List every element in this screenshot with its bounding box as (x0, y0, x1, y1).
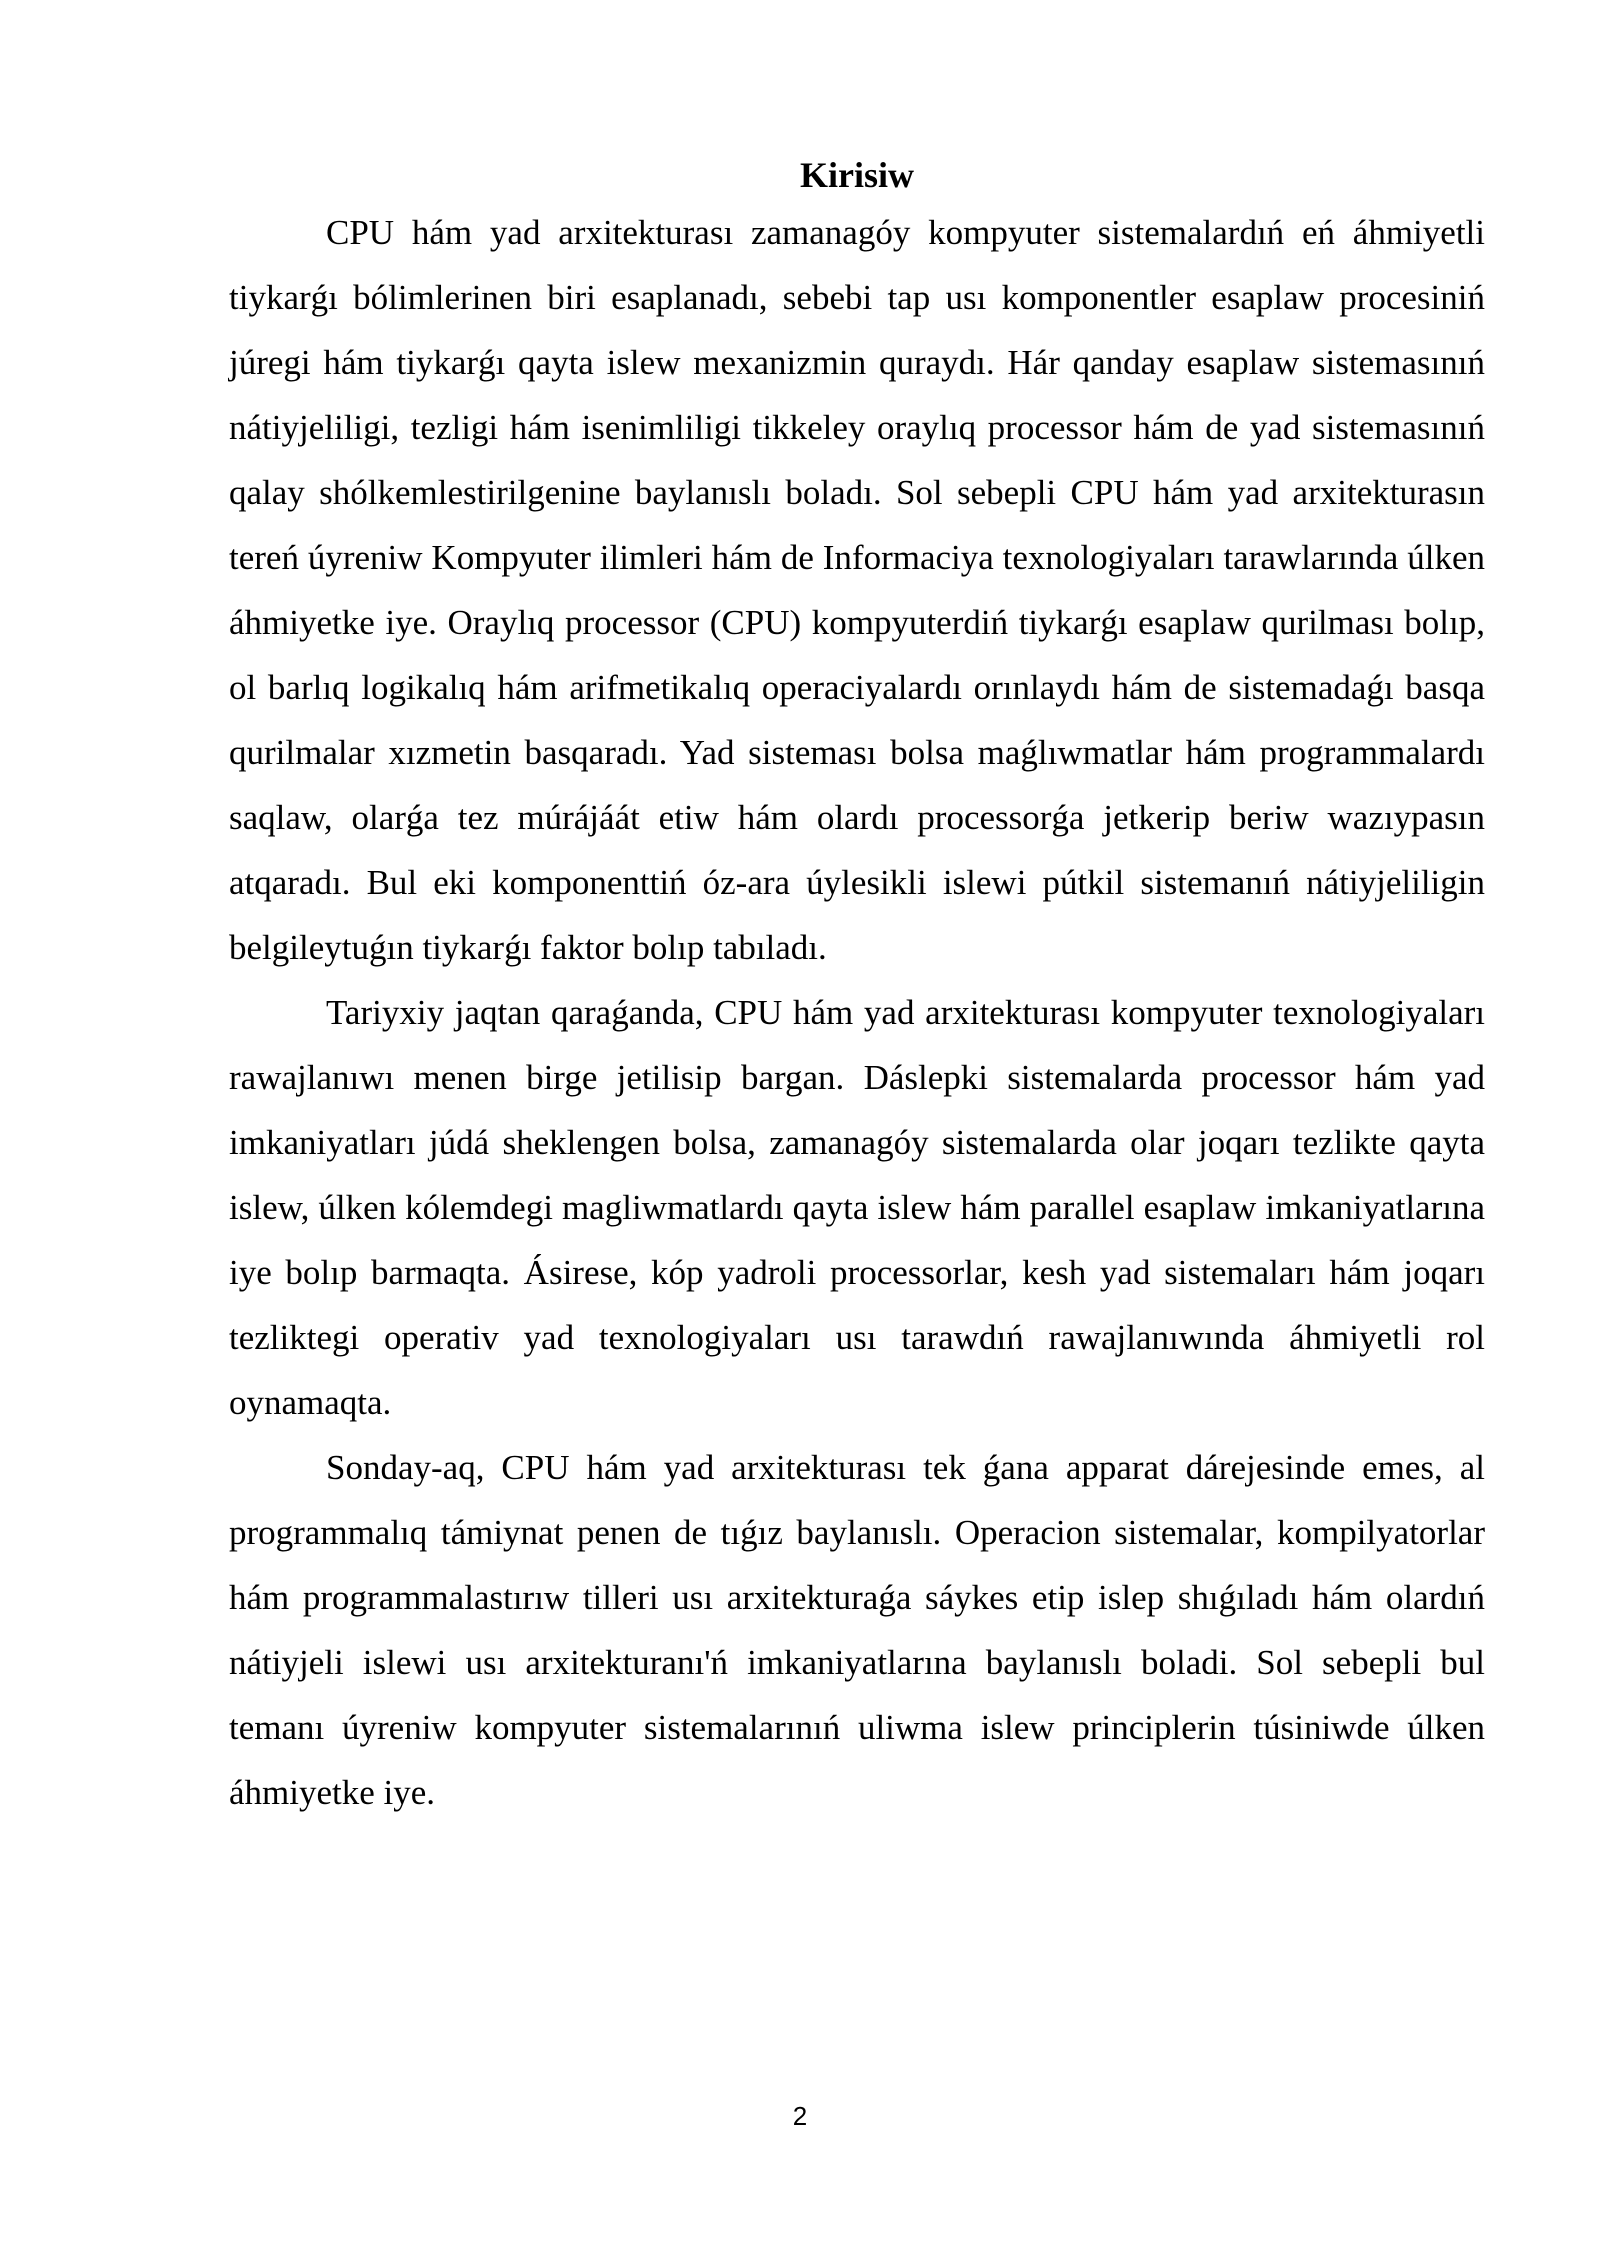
paragraph-2: Tariyxiy jaqtan qaraǵanda, CPU hám yad arxitekturası kompyuter texnologiyaları rawajlanıwı menen birge jetilisip bargan. Dáslepki sistemalarda processor hám yad imkaniyatları júdá sheklengen bolsa, zamanagóy sistemalarda olar joqarı tezlikte qayta islew, úlken kólemdegi magliwmatlardı qayta islew hám parallel esaplaw imkaniyatlarına iye bolıp barmaqta. Ásirese, kóp yadroli processorlar, kesh yad sistemaları hám joqarı tezliktegi operativ yad texnologiyaları usı tarawdıń rawajlanıwında áhmiyetli rol oynamaqta. (229, 993, 1485, 1422)
paragraph-1: CPU hám yad arxitekturası zamanagóy kompyuter sistemalardıń eń áhmiyetli tiykarǵı bólimlerinen biri esaplanadı, sebebi tap usı komponentler esaplaw procesiniń júregi hám tiykarǵı qayta islew mexanizmin quraydı. Hár qanday esaplaw sistemasınıń nátiyjeliligi, tezligi hám isenimliligi tikkeley oraylıq processor hám de yad sistemasınıń qalay shólkemlestirilgenine baylanıslı boladı. Sol sebepli CPU hám yad arxitekturasın tereń úyreniw Kompyuter ilimleri hám de Informaciya texnologiyaları tarawlarında úlken áhmiyetke iye. Oraylıq processor (CPU) kompyuterdiń tiykarǵı esaplaw qurilması bolıp, ol barlıq logikalıq hám arifmetikalıq operaciyalardı orınlaydı hám de sistemadaǵı basqa qurilmalar xızmetin basqaradı. Yad sisteması bolsa maǵlıwmatlar hám programmalardı saqlaw, olarǵa tez múrájáát etiw hám olardı processorǵa jetkerip beriw wazıypasın atqaradı. Bul eki komponenttiń óz-ara úylesikli islewi pútkil sistemanıń nátiyjeliligin belgileytuǵın tiykarǵı faktor bolıp tabıladı. (229, 213, 1485, 967)
page-number: 2 (792, 2101, 808, 2131)
page-content (229, 150, 1485, 1825)
paragraph-3: Sonday-aq, CPU hám yad arxitekturası tek ǵana apparat dárejesinde emes, al programmalıq támiynat penen de tıǵız baylanıslı. Operacion sistemalar, kompilyatorlar hám programmalastırıw tilleri usı arxitekturaǵa sáykes etip islep shıǵıladı hám olardıń nátiyjeli islewi usı arxitekturanı'ń imkaniyatlarına baylanıslı boladi. Sol sebepli bul temanı úyreniw kompyuter sistemalarınıń uliwma islew principlerin túsiniwde úlken áhmiyetke iye. (229, 1448, 1485, 1812)
page-title: Kirisiw (800, 155, 914, 195)
